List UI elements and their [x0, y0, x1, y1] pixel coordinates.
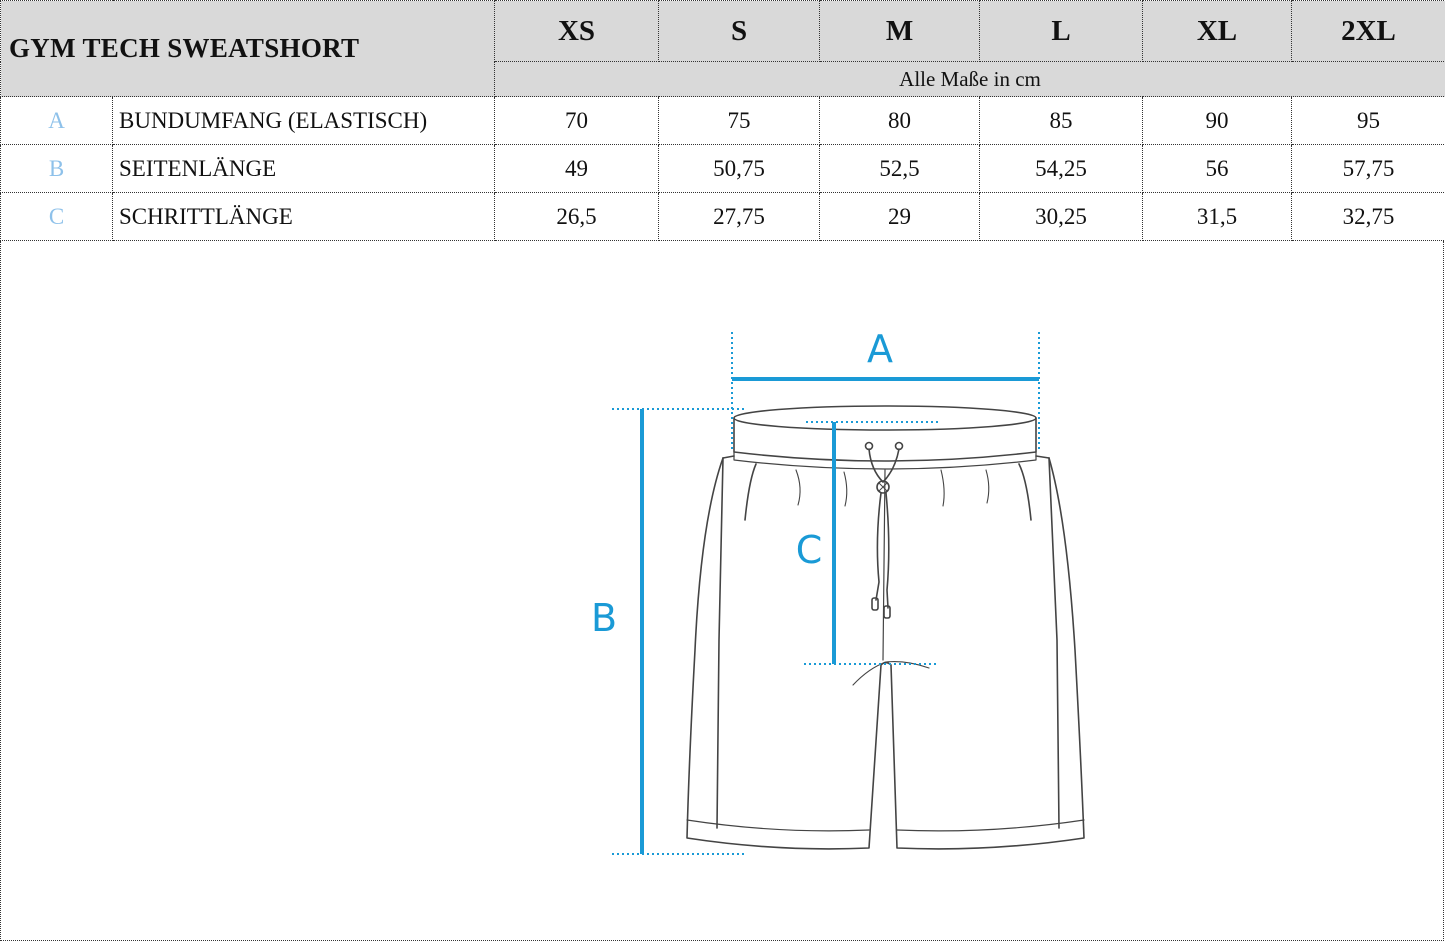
size-table: [0, 0, 1445, 241]
value-cell: 57,75: [1292, 145, 1445, 193]
value-cell: 50,75: [659, 145, 820, 193]
table-row: [1, 97, 1445, 145]
label-c: C: [795, 528, 823, 572]
value-cell: 49: [495, 145, 659, 193]
size-s: S: [659, 1, 820, 62]
size-l: L: [980, 1, 1143, 62]
size-header-row: [1, 1, 1445, 62]
value-cell: 31,5: [1143, 193, 1292, 241]
table-row: [1, 145, 1445, 193]
product-title: GYM TECH SWEATSHORT: [1, 1, 495, 97]
unit-note: Alle Maße in cm: [495, 62, 1445, 97]
value-cell: 95: [1292, 97, 1445, 145]
shorts-illustration: [687, 406, 1084, 849]
value-cell: 70: [495, 97, 659, 145]
row-label: SCHRITTLÄNGE: [113, 193, 495, 241]
measure-c: [796, 422, 941, 664]
value-cell: 56: [1143, 145, 1292, 193]
size-xl: XL: [1143, 1, 1292, 62]
value-cell: 75: [659, 97, 820, 145]
size-xs: XS: [495, 1, 659, 62]
table-row: [1, 193, 1445, 241]
size-m: M: [820, 1, 980, 62]
size-2xl: 2XL: [1292, 1, 1445, 62]
value-cell: 26,5: [495, 193, 659, 241]
value-cell: 52,5: [820, 145, 980, 193]
measure-a: [732, 327, 1039, 452]
row-label: BUNDUMFANG (ELASTISCH): [113, 97, 495, 145]
measurement-diagram: [1, 241, 1443, 939]
row-letter: A: [1, 97, 113, 145]
value-cell: 54,25: [980, 145, 1143, 193]
diagram-panel: [0, 241, 1444, 941]
value-cell: 85: [980, 97, 1143, 145]
label-a: A: [867, 327, 893, 371]
row-label: SEITENLÄNGE: [113, 145, 495, 193]
value-cell: 27,75: [659, 193, 820, 241]
label-b: B: [590, 596, 618, 640]
value-cell: 30,25: [980, 193, 1143, 241]
value-cell: 29: [820, 193, 980, 241]
value-cell: 80: [820, 97, 980, 145]
row-letter: C: [1, 193, 113, 241]
value-cell: 90: [1143, 97, 1292, 145]
value-cell: 32,75: [1292, 193, 1445, 241]
row-letter: B: [1, 145, 113, 193]
